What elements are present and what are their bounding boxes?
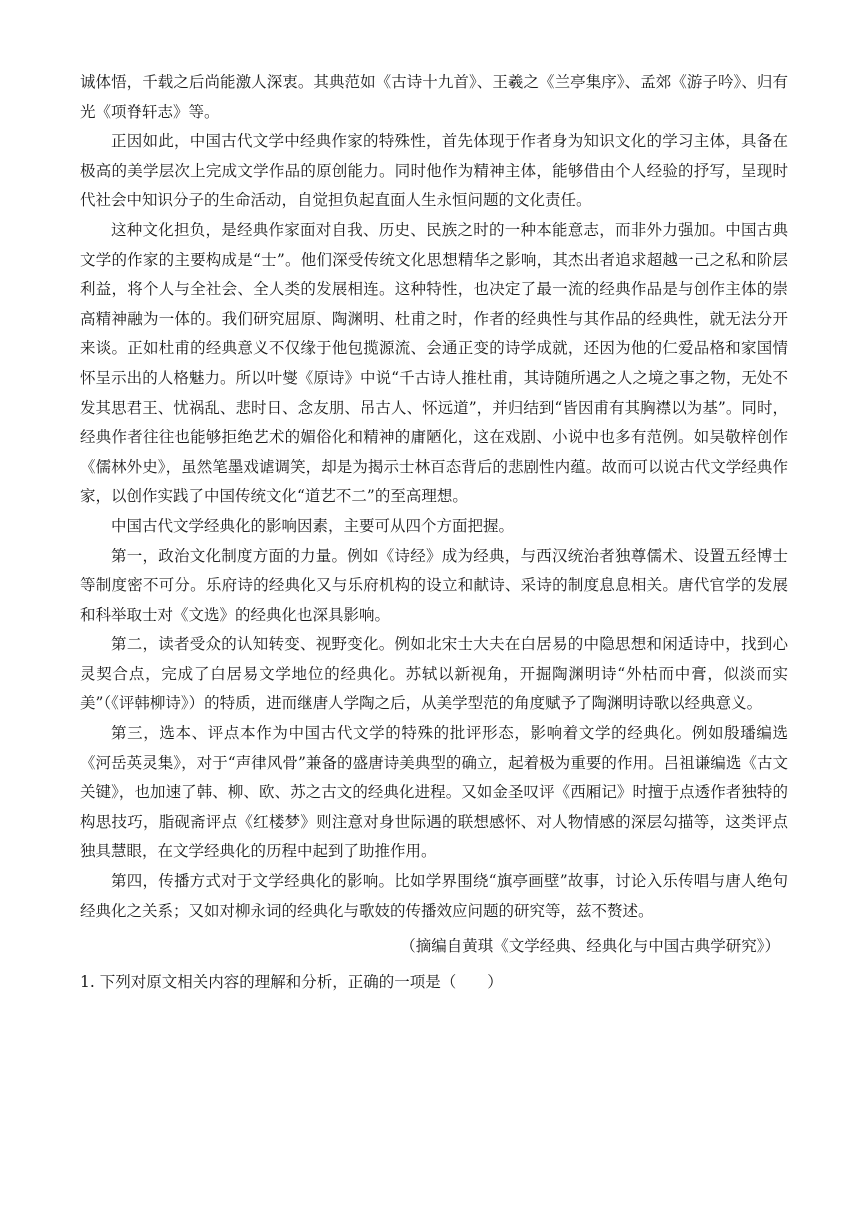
- paragraph-factor-four: 第四，传播方式对于文学经典化的影响。比如学界围绕“旗亭画壁”故事，讨论入乐传唱与唐人绝句经典化之关系；又如对柳永词的经典化与歌妓的传播效应问题的研究等，兹不赘述。: [80, 872, 788, 920]
- paragraph-factor-three: 第三，选本、评点本作为中国古代文学的特殊的批评形态，影响着文学的经典化。例如殷璠编选《河岳英灵集》，对于“声律风骨”兼备的盛唐诗美典型的确立，起着极为重要的作用。吕祖谦编选《古文关键》，也加速了韩、柳、欧、苏之古文的经典化进程。又如金圣叹评《西厢记》时擅于点透作者独特的构思技巧，脂砚斋评点《红楼梦》则注意对身世际遇的联想感怀、对人物情感的深层勾描等，这类评点独具慧眼，在文学经典化的历程中起到了助推作用。: [80, 724, 788, 861]
- source-citation: （摘编自黄琪《文学经典、经典化与中国古典学研究》）: [400, 937, 780, 956]
- paragraph-continuation: 诚体悟，千载之后尚能激人深衷。其典范如《古诗十九首》、王羲之《兰亭集序》、孟郊《游子吟》、归有光《项脊轩志》等。: [80, 73, 788, 121]
- paragraph-factor-two: 第二，读者受众的认知转变、视野变化。例如北宋士大夫在白居易的中隐思想和闲适诗中，找到心灵契合点，完成了白居易文学地位的经典化。苏轼以新视角，开掘陶渊明诗“外枯而中膏，似淡而实美”（《评韩柳诗》）的特质，进而继唐人学陶之后，从美学型范的角度赋予了陶渊明诗歌以经典意义。: [80, 635, 788, 713]
- question-1: 1. 下列对原文相关内容的理解和分析，正确的一项是（ ）: [80, 972, 503, 991]
- paragraph-factor-one: 第一，政治文化制度方面的力量。例如《诗经》成为经典，与西汉统治者独尊儒术、设置五经博士等制度密不可分。乐府诗的经典化又与乐府机构的设立和献诗、采诗的制度息息相关。唐代官学的发展和科举取士对《文选》的经典化也深具影响。: [80, 546, 788, 624]
- document-page: [80, 68, 788, 997]
- paragraph-classic-author-specialty: 正因如此，中国古代文学中经典作家的特殊性，首先体现于作者身为知识文化的学习主体，具备在极高的美学层次上完成文学作品的原创能力。同时他作为精神主体，能够借由个人经验的抒写，呈现时代社会中知识分子的生命活动，自觉担负起直面人生永恒问题的文化责任。: [80, 132, 788, 210]
- paragraph-influencing-factors: 中国古代文学经典化的影响因素，主要可从四个方面把握。: [111, 516, 515, 535]
- paragraph-cultural-burden: 这种文化担负，是经典作家面对自我、历史、民族之时的一种本能意志，而非外力强加。中国古典文学的作家的主要构成是“士”。他们深受传统文化思想精华之影响，其杰出者追求超越一己之私和阶层利益，将个人与全社会、全人类的发展相连。这种特性，也决定了最一流的经典作品是与创作主体的崇高精神融为一体的。我们研究屈原、陶渊明、杜甫之时，作者的经典性与其作品的经典性，就无法分开来谈。正如杜甫的经典意义不仅缘于他包揽源流、会通正变的诗学成就，还因为他的仁爱品格和家国情怀呈示出的人格魅力。所以叶燮《原诗》中说“千古诗人推杜甫，其诗随所遇之人之境之事之物，无处不发其思君王、忧祸乱、悲时日、念友朋、吊古人、怀远道”，并归结到“皆因甫有其胸襟以为基”。同时，经典作者往往也能够拒绝艺术的媚俗化和精神的庸陋化，这在戏剧、小说中也多有范例。如吴敬梓创作《儒林外史》，虽然笔墨戏谑调笑，却是为揭示士林百态背后的悲剧性内蕴。故而可以说古代文学经典作家，以创作实践了中国传统文化“道艺不二”的至高理想。: [80, 220, 788, 506]
